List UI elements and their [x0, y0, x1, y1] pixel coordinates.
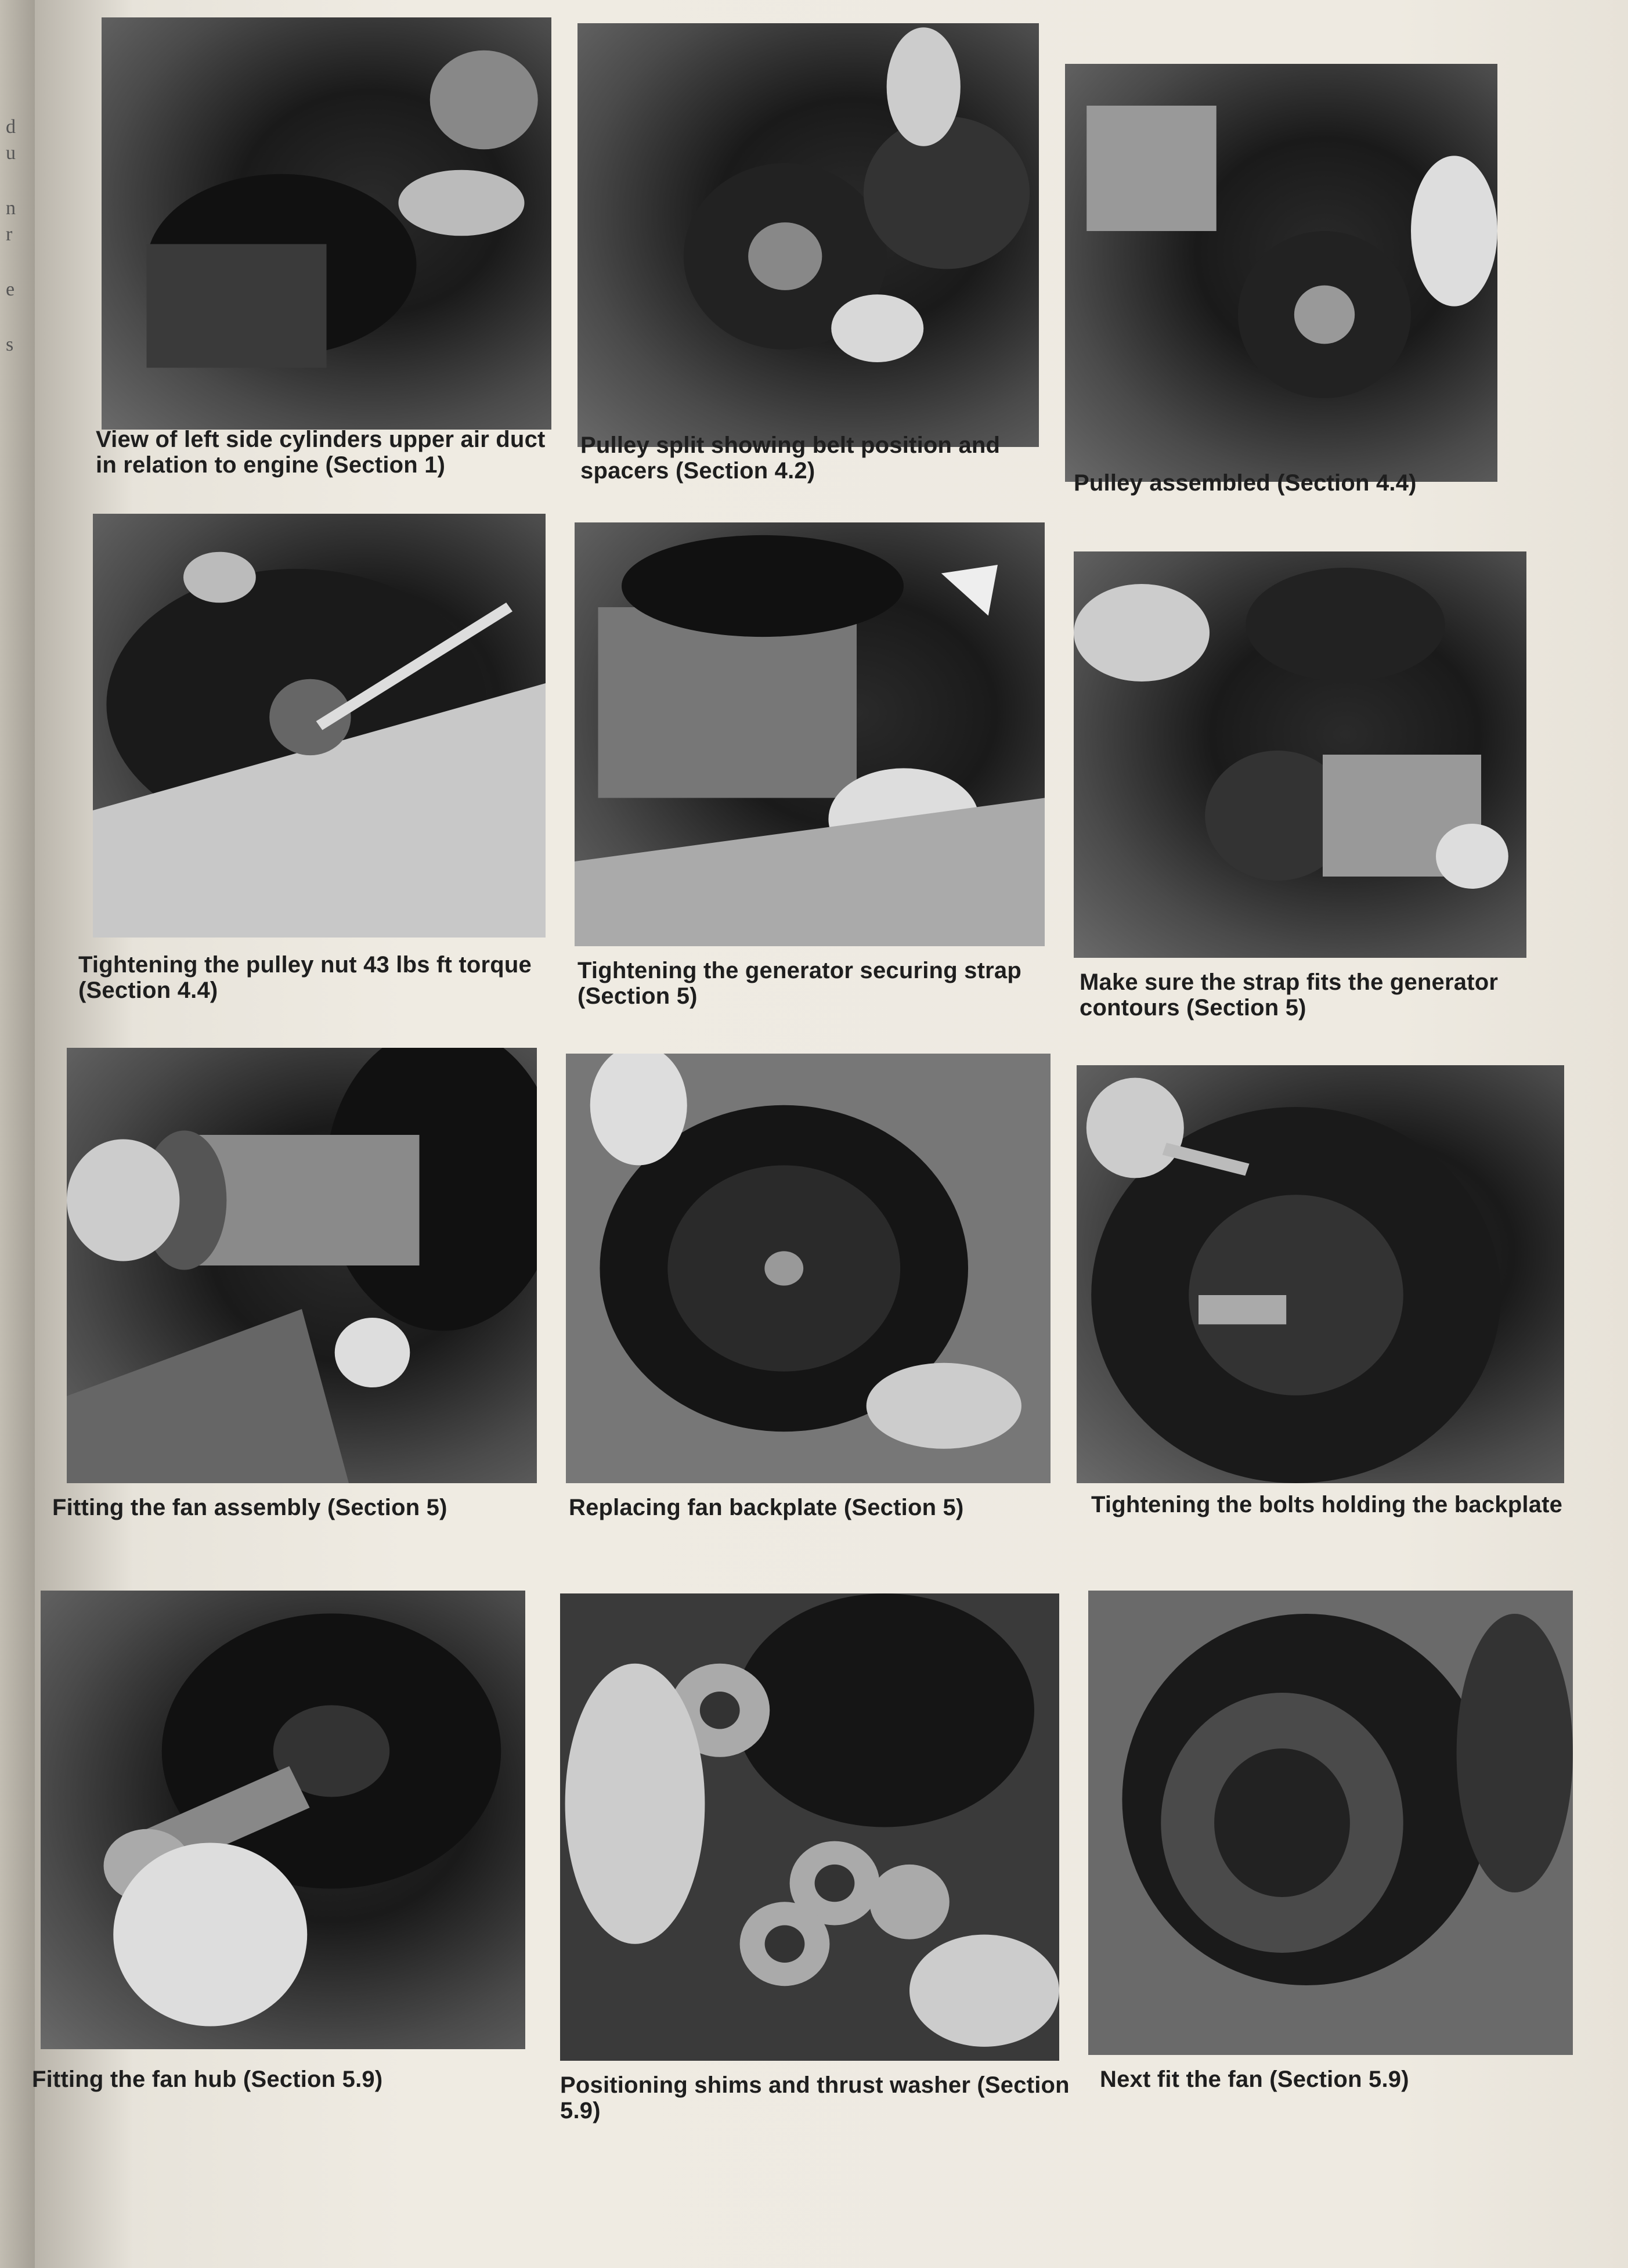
fan-assembly-photo [67, 1048, 537, 1483]
figure-caption: Positioning shims and thrust washer (Section 5.9) [560, 2072, 1070, 2123]
figure-caption: Replacing fan backplate (Section 5) [569, 1495, 964, 1520]
edge-letter: d [6, 116, 16, 138]
figure-caption: Tightening the bolts holding the backplate [1091, 1492, 1563, 1517]
pulley-assembled-photo [1065, 64, 1497, 482]
shims-washer-photo [560, 1593, 1059, 2061]
generator-strap-photo [575, 522, 1045, 946]
backplate-bolts-photo [1077, 1065, 1564, 1483]
edge-letter: u [6, 142, 16, 164]
figure-caption: View of left side cylinders upper air duct in relation to engine (Section 1) [96, 427, 546, 478]
pulley-split-photo [577, 23, 1039, 447]
previous-page-edge [0, 0, 35, 2268]
pulley-nut-photo [93, 514, 546, 938]
engine-cylinders-photo [102, 17, 551, 430]
fan-photo [1088, 1591, 1573, 2055]
figure-caption: Fitting the fan hub (Section 5.9) [32, 2067, 383, 2092]
edge-letter: s [6, 334, 14, 355]
fan-backplate-photo [566, 1054, 1051, 1483]
figure-caption: Fitting the fan assembly (Section 5) [52, 1495, 447, 1520]
figure-caption: Make sure the strap fits the generator contours (Section 5) [1080, 969, 1499, 1021]
edge-letter: n [6, 197, 16, 219]
strap-fit-photo [1074, 551, 1526, 958]
figure-caption: Pulley assembled (Section 4.4) [1074, 470, 1417, 496]
edge-letter: r [6, 223, 13, 245]
figure-caption: Tightening the generator securing strap (Section 5) [577, 958, 1021, 1009]
figure-caption: Next fit the fan (Section 5.9) [1100, 2067, 1409, 2092]
figure-caption: Pulley split showing belt position and spacers (Section 4.2) [580, 432, 1001, 484]
edge-letter: e [6, 279, 15, 300]
fan-hub-photo [41, 1591, 525, 2049]
figure-caption: Tightening the pulley nut 43 lbs ft torque (Section 4.4) [78, 952, 532, 1003]
